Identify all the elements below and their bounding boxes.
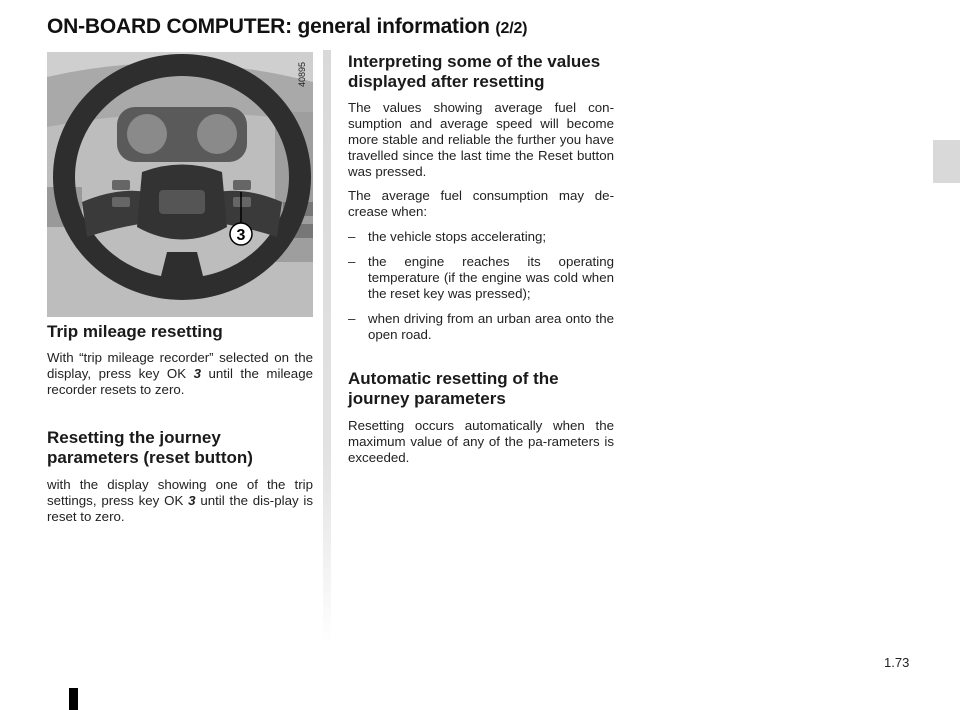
trip-heading: Trip mileage resetting [47, 322, 223, 341]
column-divider [323, 50, 331, 645]
trip-paragraph [47, 350, 313, 398]
interpreting-para-2: The average fuel consumption may de-crease when: [348, 188, 614, 219]
steering-wheel-photo [47, 52, 313, 317]
automatic-heading: Automatic resetting of the journey parameters [348, 369, 559, 408]
right-column [348, 52, 614, 466]
chapter-tab [933, 140, 960, 183]
interpreting-para-1: The values showing average fuel con-sumption and average speed will become more stable and reliable the further you have travelled since the last time the Reset button was pressed. [348, 100, 614, 179]
page-title-part: (2/2) [495, 20, 528, 37]
list-item-text: the vehicle stops accelerating; [368, 229, 547, 244]
page-number: 1.73 [884, 655, 910, 670]
journey-paragraph [47, 477, 313, 525]
corner-mark [69, 688, 78, 710]
steering-wheel-illustration [47, 52, 313, 317]
journey-heading: Resetting the journey parameters (reset button) [47, 428, 253, 467]
list-dash: – [348, 229, 356, 244]
list-dash: – [348, 254, 356, 269]
interpreting-heading: Interpreting some of the values displayed after resetting [348, 52, 601, 91]
list-item-text: the engine reaches its operating temperature (if the engine was cold when the reset key was pressed); [368, 254, 614, 301]
journey-text-end: until the dis-play is reset to zero. [47, 493, 314, 524]
callout-number: 3 [236, 227, 246, 244]
page-title-main: ON-BOARD COMPUTER: general information [47, 15, 490, 38]
list-item-text: when driving from an urban area onto the open road. [368, 311, 614, 342]
list-item [348, 229, 614, 245]
trip-text-end: until the mileage recorder resets to zero. [47, 366, 313, 397]
left-column [47, 322, 313, 525]
list-item [348, 311, 614, 343]
figure-code: 40895 [297, 62, 307, 88]
list-item [348, 254, 614, 302]
journey-key-ref: 3 [188, 493, 196, 508]
list-dash: – [348, 311, 356, 326]
trip-text-start: With “trip mileage recorder” selected on the display, press key OK [47, 350, 313, 381]
trip-key-ref: 3 [193, 366, 201, 381]
page-title [47, 15, 527, 39]
automatic-paragraph: Resetting occurs automatically when the maximum value of any of the pa-rameters is exceeded. [348, 418, 614, 465]
journey-text-start: with the display showing one of the trip settings, press key OK [47, 477, 313, 508]
